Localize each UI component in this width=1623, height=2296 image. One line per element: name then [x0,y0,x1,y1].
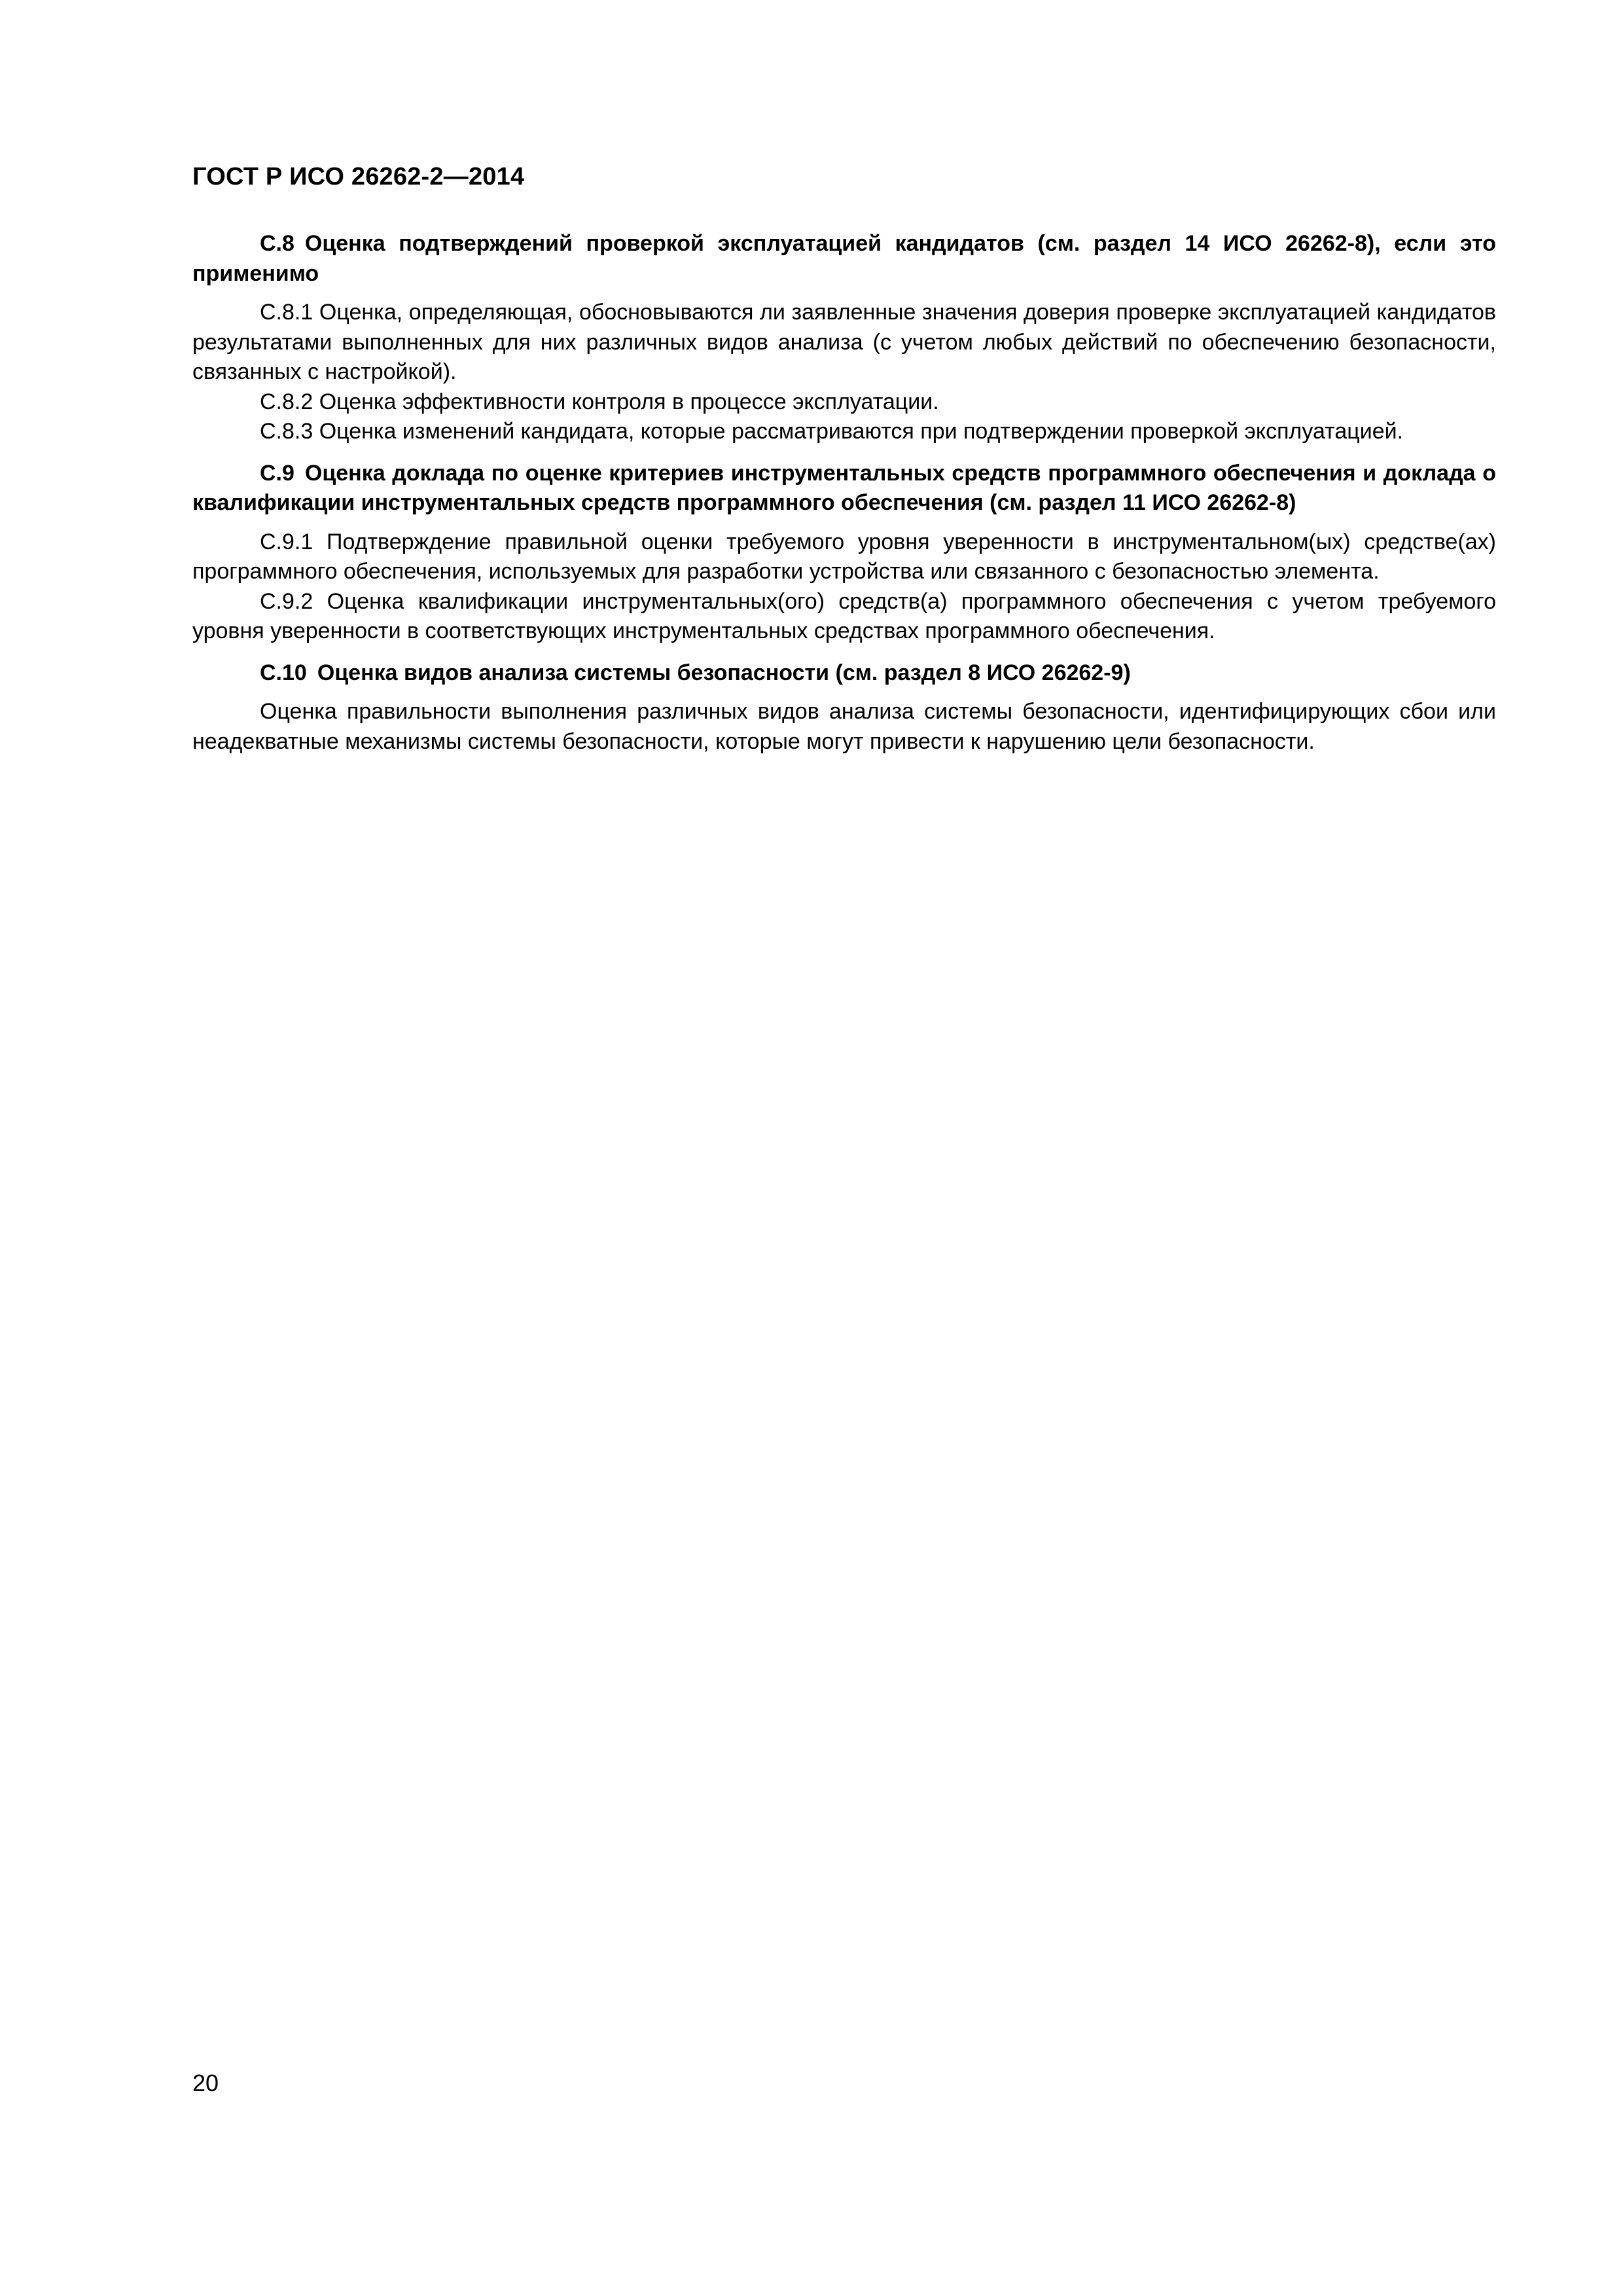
section-title-c9: Оценка доклада по оценке критериев инструментальных средств программного обеспечения и доклада о квалификации инструментальных средств программного обеспечения (см. раздел 11 ИСО 26262-8) [192,460,1496,515]
paragraph-c8-1: С.8.1 Оценка, определяющая, обосновываются ли заявленные значения доверия проверке эксплуатацией кандидатов результатами выполненных для них различных видов анализа (с учетом любых действий по обеспечению безопасности, связанных с настройкой). [192,300,1496,384]
section-heading-c10 [192,658,1496,689]
section-title-c8: Оценка подтверждений проверкой эксплуатацией кандидатов (см. раздел 14 ИСО 26262-8), если это применимо [192,231,1496,286]
section-title-c10: Оценка видов анализа системы безопасности (см. раздел 8 ИСО 26262-9) [317,660,1131,685]
paragraph-c9-2: С.9.2 Оценка квалификации инструментальных(ого) средств(а) программного обеспечения с учетом требуемого уровня уверенности в соответствующих инструментальных средствах программного обеспечения. [192,588,1496,643]
document-body [192,229,1496,757]
section-heading-c8 [192,229,1496,289]
section-spacer [192,647,1496,658]
document-header-id: ГОСТ Р ИСО 26262-2—2014 [192,163,525,190]
section-number-c10: С.10 [260,660,307,685]
section-number-c8: С.8 [260,231,294,256]
section-heading-c9 [192,459,1496,518]
section-spacer [192,447,1496,459]
paragraph-c8-3: С.8.3 Оценка изменений кандидата, которые рассматриваются при подтверждении проверкой эксплуатацией. [260,419,1404,444]
paragraph-c8-2: С.8.2 Оценка эффективности контроля в процессе эксплуатации. [260,389,939,414]
paragraph-c10-1: Оценка правильности выполнения различных видов анализа системы безопасности, идентифицирующих сбои или неадекватные механизмы системы безопасности, которые могут привести к нарушению цели безопасности. [192,699,1496,754]
paragraph-c9-1: С.9.1 Подтверждение правильной оценки требуемого уровня уверенности в инструментальном(ых) средстве(ах) программного обеспечения, используемых для разработки устройства или связанного с безопасностью элемента. [192,529,1496,584]
page-number: 20 [192,2070,219,2096]
section-number-c9: С.9 [260,460,294,486]
